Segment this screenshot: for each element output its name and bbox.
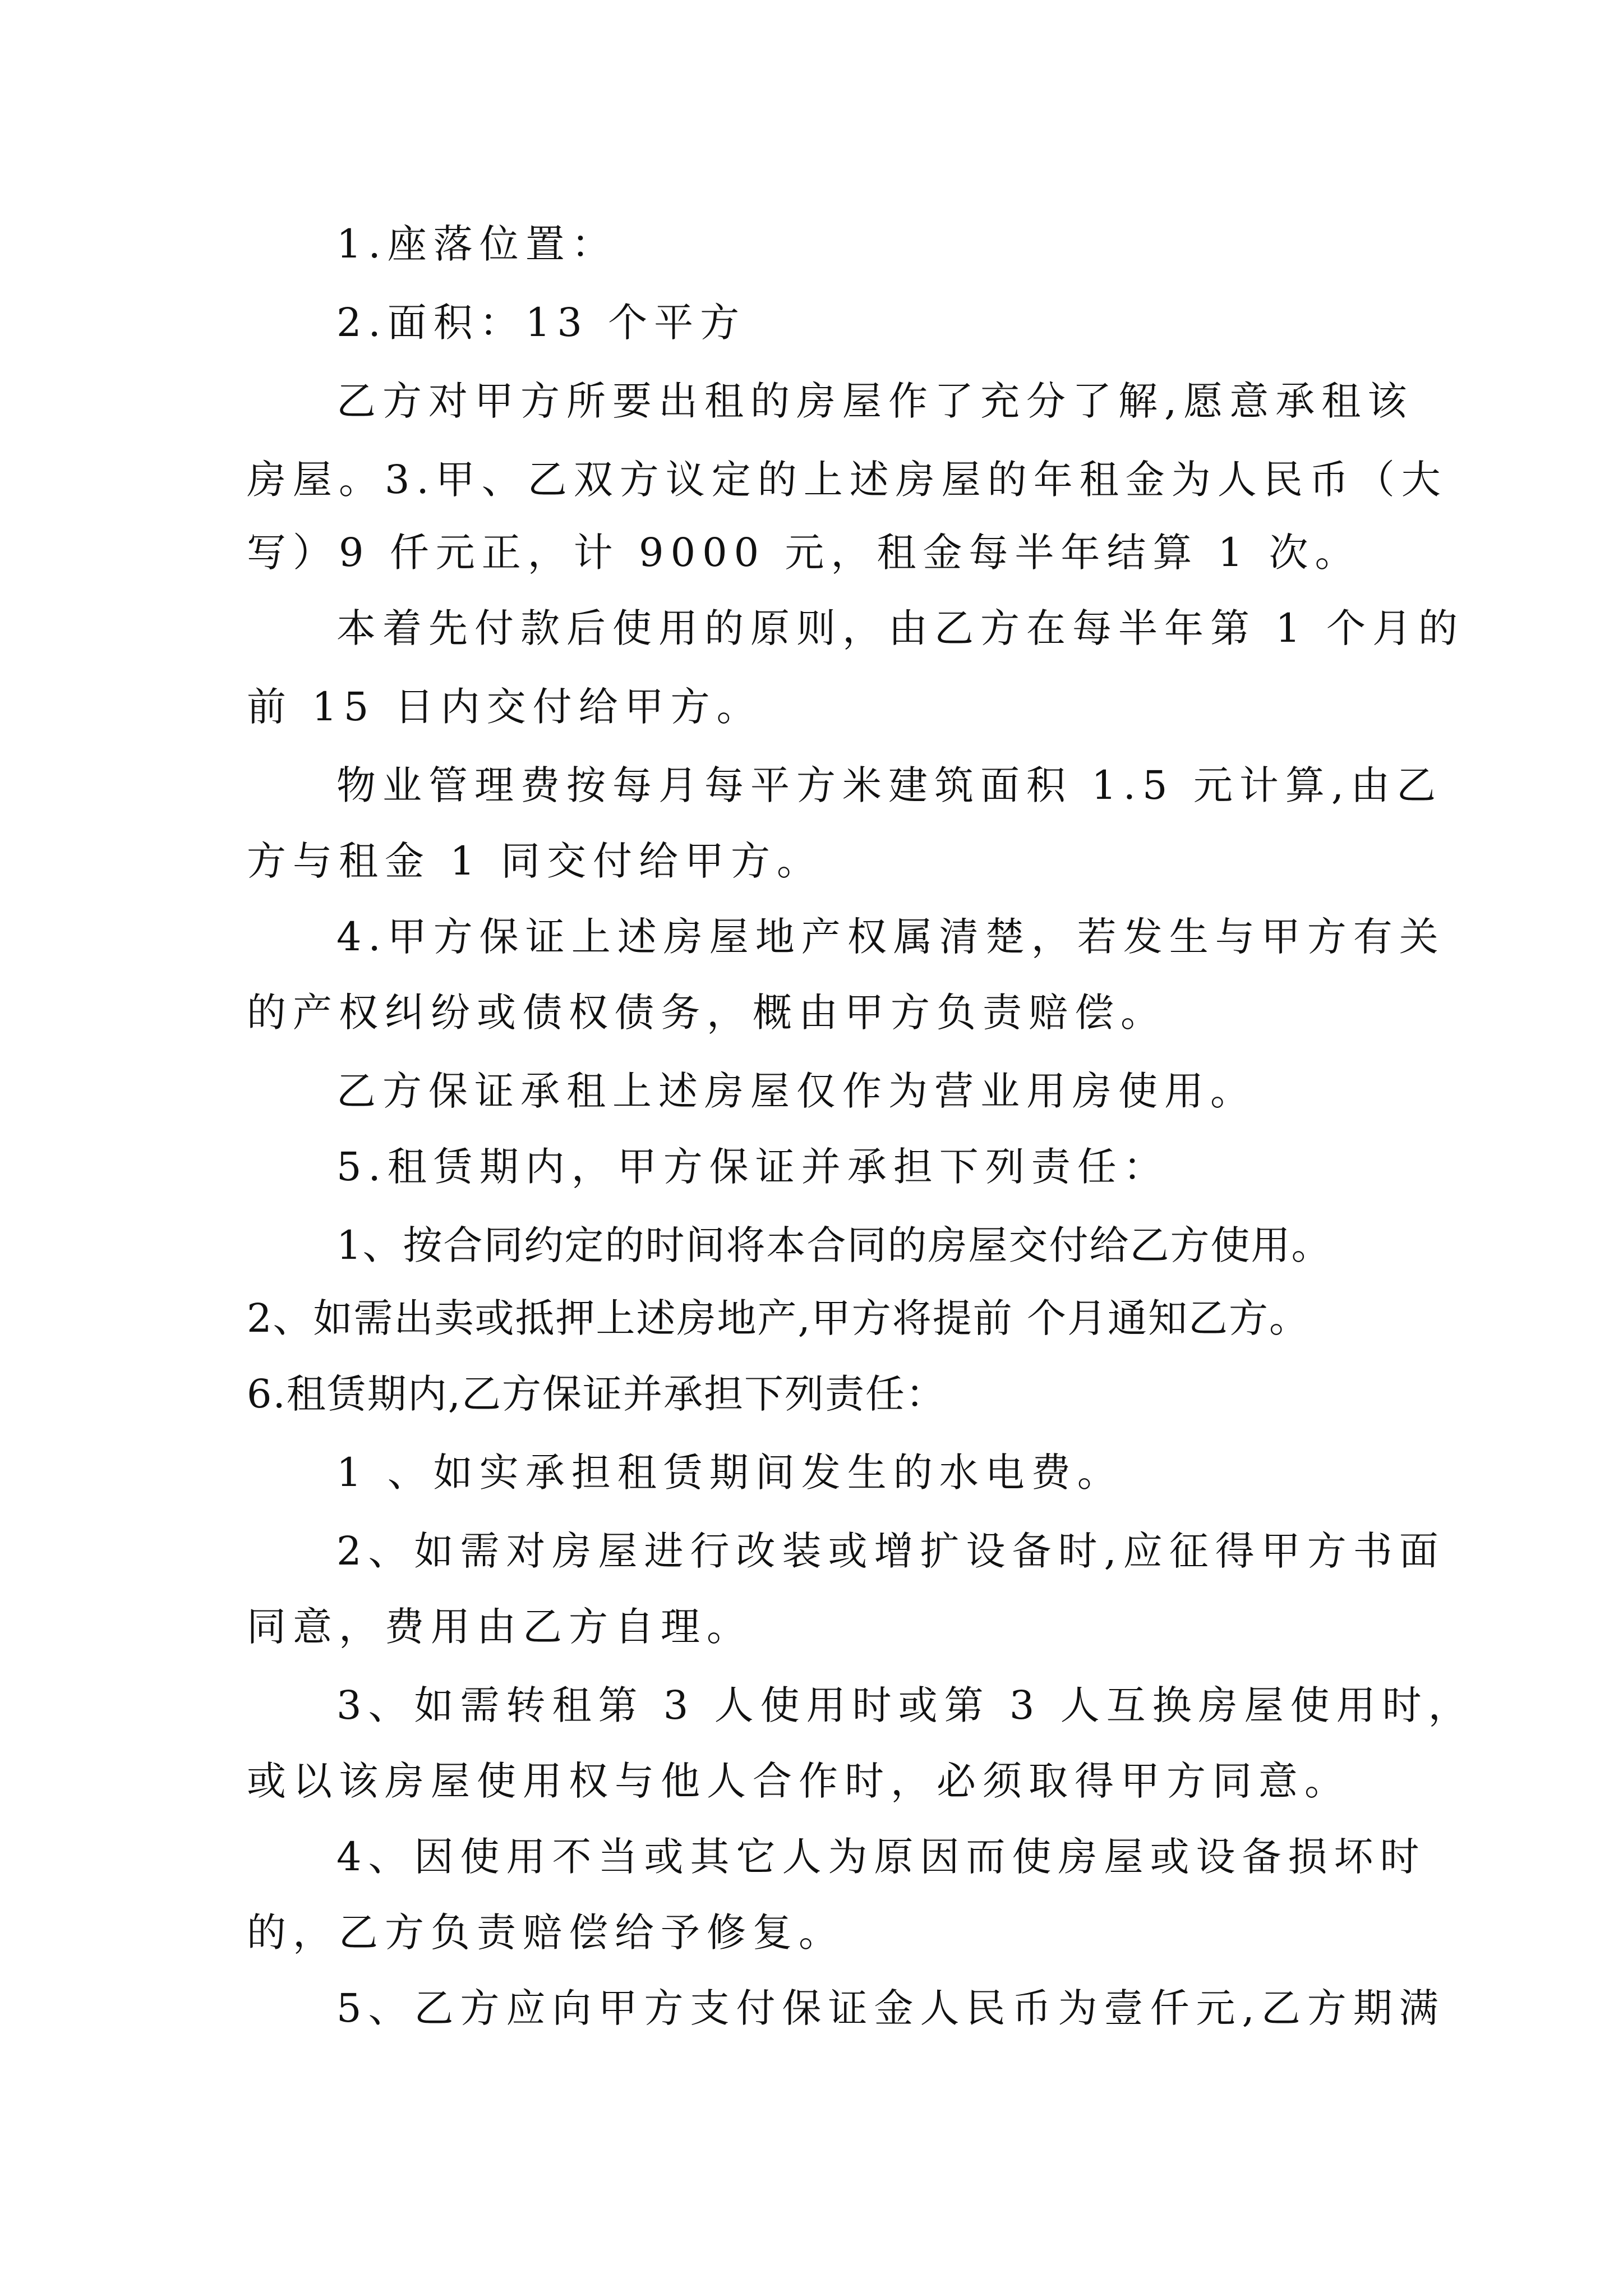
text-line: 乙方对甲方所要出租的房屋作了充分了解,愿意承租该 [336, 378, 1414, 424]
text-line: 4、因使用不当或其它人为原因而使房屋或设备损坏时 [336, 1834, 1426, 1880]
text-line: 或以该房屋使用权与他人合作时，必须取得甲方同意。 [247, 1758, 1350, 1804]
text-line: 1、按合同约定的时间将本合同的房屋交付给乙方使用。 [336, 1222, 1332, 1268]
text-line: 本着先付款后使用的原则，由乙方在每半年第 1 个月的 [336, 605, 1465, 651]
text-line: 的，乙方负责赔偿给予修复。 [247, 1910, 845, 1955]
text-line: 5.租赁期内，甲方保证并承担下列责任： [336, 1144, 1169, 1190]
text-line: 1.座落位置： [336, 221, 617, 267]
text-line: 写）9 仟元正，计 9000 元，租金每半年结算 1 次。 [247, 530, 1361, 576]
text-line: 前 15 日内交付给甲方。 [247, 684, 763, 730]
text-line: 1 、如实承担租赁期间发生的水电费。 [336, 1450, 1123, 1496]
text-line: 的产权纠纷或债权债务，概由甲方负责赔偿。 [247, 990, 1166, 1036]
text-line: 方与租金 1 同交付给甲方。 [247, 838, 823, 884]
text-line: 2、如需对房屋进行改装或增扩设备时,应征得甲方书面 [336, 1528, 1445, 1574]
text-line: 5、乙方应向甲方支付保证金人民币为壹仟元,乙方期满 [336, 1985, 1445, 2031]
text-line: 6.租赁期内,乙方保证并承担下列责任： [247, 1371, 947, 1417]
text-line: 乙方保证承租上述房屋仅作为营业用房使用。 [336, 1068, 1256, 1114]
text-line: 同意，费用由乙方自理。 [247, 1604, 753, 1650]
text-line: 4.甲方保证上述房屋地产权属清楚，若发生与甲方有关 [336, 914, 1445, 960]
text-line: 房屋。3.甲、乙双方议定的上述房屋的年租金为人民币（大 [247, 457, 1447, 503]
text-line: 2.面积：13 个平方 [336, 300, 746, 346]
text-line: 2、如需出卖或抵押上述房地产,甲方将提前 个月通知乙方。 [247, 1295, 1310, 1341]
text-line: 3、如需转租第 3 人使用时或第 3 人互换房屋使用时， [336, 1682, 1474, 1728]
text-line: 物业管理费按每月每平方米建筑面积 1.5 元计算,由乙 [336, 762, 1443, 808]
